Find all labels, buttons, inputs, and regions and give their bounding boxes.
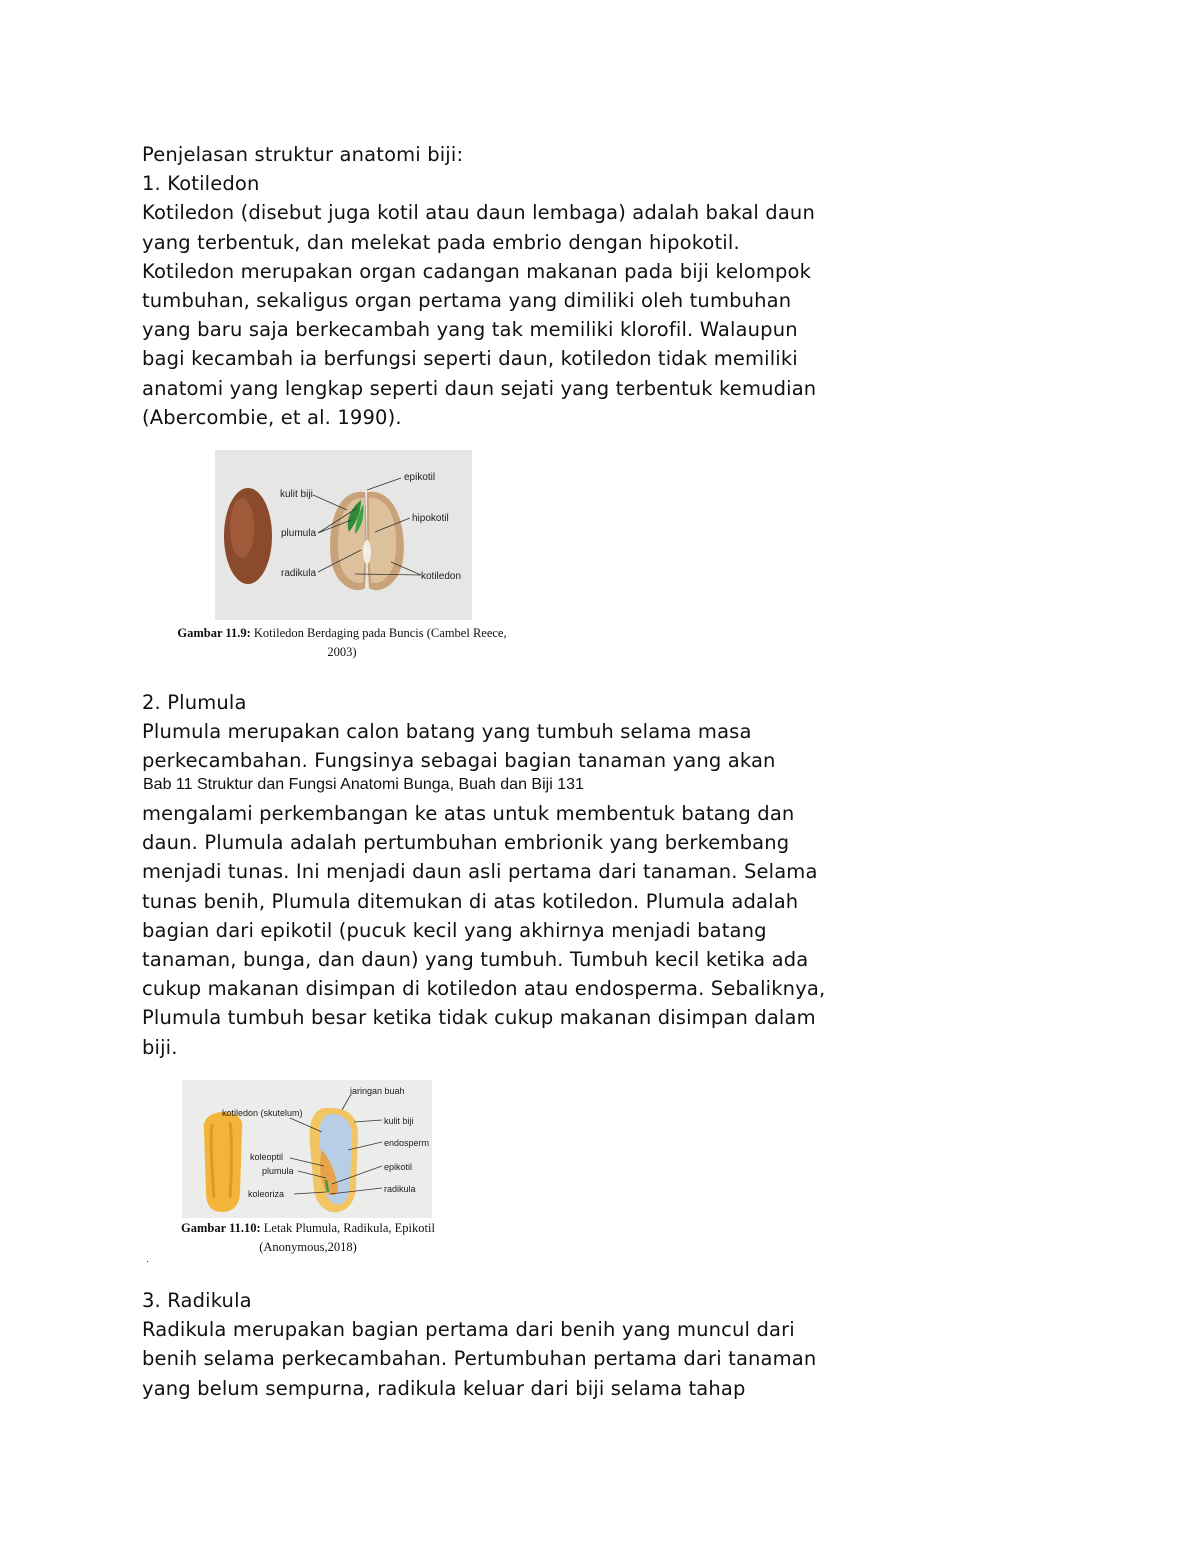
caption-text: Letak Plumula, Radikula, Epikotil xyxy=(263,1221,435,1235)
label-epikotil: epikotil xyxy=(384,1162,413,1172)
stray-mark: · xyxy=(146,1257,150,1268)
page-footer: Bab 11 Struktur dan Fungsi Anatomi Bunga, Buah dan Biji 131 xyxy=(143,776,584,793)
paragraph-line: benih selama perkecambahan. Pertumbuhan pertama dari tanaman xyxy=(142,1347,817,1371)
paragraph-line: menjadi tunas. Ini menjadi daun asli pertama dari tanaman. Selama xyxy=(142,860,818,884)
paragraph-line: Kotiledon (disebut juga kotil atau daun lembaga) adalah bakal daun xyxy=(142,201,815,225)
label-radikula: radikula xyxy=(281,568,317,579)
bean-seed-figure xyxy=(215,450,472,620)
paragraph-line: yang baru saja berkecambah yang tak memiliki klorofil. Walaupun xyxy=(142,318,798,342)
label-jaringan-buah: jaringan buah xyxy=(350,1086,405,1096)
paragraph-line: Plumula tumbuh besar ketika tidak cukup makanan disimpan dalam xyxy=(142,1006,816,1030)
paragraph-line: biji. xyxy=(142,1035,178,1059)
paragraph-line: tanaman, bunga, dan daun) yang tumbuh. Tumbuh kecil ketika ada xyxy=(142,947,809,971)
figure-1-caption xyxy=(146,624,538,662)
paragraph-line: Radikula merupakan bagian pertama dari benih yang muncul dari xyxy=(142,1318,795,1342)
label-epikotil: epikotil xyxy=(404,472,436,483)
paragraph-line: bagian dari epikotil (pucuk kecil yang akhirnya menjadi batang xyxy=(142,918,767,942)
paragraph-line: tumbuhan, sekaligus organ pertama yang dimiliki oleh tumbuhan xyxy=(142,288,792,312)
label-hipokotil: hipokotil xyxy=(412,513,449,524)
label-radikula: radikula xyxy=(384,1184,416,1194)
section-1-title: 1. Kotiledon xyxy=(142,172,260,196)
corn-kernel-figure xyxy=(182,1080,432,1218)
paragraph-line: yang terbentuk, dan melekat pada embrio dengan hipokotil. xyxy=(142,230,740,254)
paragraph-line: (Abercombie, et al. 1990). xyxy=(142,405,402,429)
section-3-title: 3. Radikula xyxy=(142,1289,252,1312)
section-1-text xyxy=(142,140,902,432)
caption-label: Gambar 11.9: xyxy=(177,626,251,640)
paragraph-line: yang belum sempurna, radikula keluar dari biji selama tahap xyxy=(142,1376,746,1400)
section-2-text xyxy=(142,688,902,776)
section-2-title: 2. Plumula xyxy=(142,691,247,714)
label-koleoptil: koleoptil xyxy=(250,1152,284,1162)
label-kotiledon: kotiledon xyxy=(421,571,462,582)
label-kotiledon-skutelum: kotiledon (skutelum) xyxy=(222,1108,303,1118)
paragraph-line: daun. Plumula adalah pertumbuhan embrionik yang berkembang xyxy=(142,831,790,855)
label-endosperm: endosperm xyxy=(384,1138,430,1148)
paragraph-line: mengalami perkembangan ke atas untuk membentuk batang dan xyxy=(142,802,795,825)
caption-text: (Anonymous,2018) xyxy=(259,1240,357,1254)
paragraph-line: tunas benih, Plumula ditemukan di atas kotiledon. Plumula adalah xyxy=(142,889,799,913)
caption-text: Kotiledon Berdaging pada Buncis (Cambel Reece, xyxy=(253,626,507,640)
figure-2-caption xyxy=(150,1219,466,1257)
page-heading: Penjelasan struktur anatomi biji: xyxy=(142,143,464,166)
paragraph-line: Plumula merupakan calon batang yang tumbuh selama masa xyxy=(142,720,752,744)
section-3-text xyxy=(142,1286,902,1403)
paragraph-line: anatomi yang lengkap seperti daun sejati yang terbentuk kemudian xyxy=(142,376,817,400)
caption-text: 2003) xyxy=(327,645,357,659)
section-2-text-continued xyxy=(142,799,902,1062)
paragraph-line: perkecambahan. Fungsinya sebagai bagian tanaman yang akan xyxy=(142,749,776,773)
caption-label: Gambar 11.10: xyxy=(181,1221,261,1235)
label-kulit-biji: kulit biji xyxy=(384,1116,414,1126)
paragraph-line: cukup makanan disimpan di kotiledon atau endosperma. Sebaliknya, xyxy=(142,977,826,1001)
label-plumula: plumula xyxy=(262,1166,294,1176)
label-koleoriza: koleoriza xyxy=(248,1189,285,1199)
label-kulit-biji: kulit biji xyxy=(280,489,313,500)
paragraph-line: bagi kecambah ia berfungsi seperti daun, kotiledon tidak memiliki xyxy=(142,347,798,371)
label-plumula: plumula xyxy=(281,528,317,539)
paragraph-line: Kotiledon merupakan organ cadangan makanan pada biji kelompok xyxy=(142,259,812,283)
